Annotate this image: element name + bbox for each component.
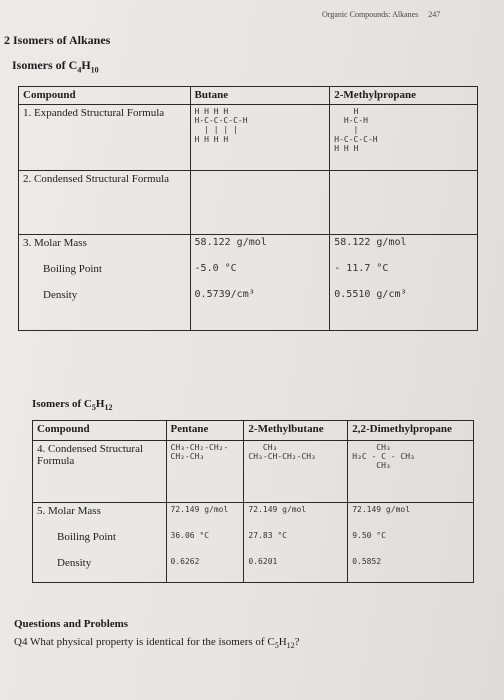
methylbutane-molar-mass: 72.149 g/mol: [244, 503, 348, 529]
pentane-condensed-formula: CH₃-CH₂-CH₂- CH₂-CH₃: [166, 441, 244, 503]
table-row: [33, 421, 474, 441]
methylbutane-density: 0.6201: [244, 555, 348, 583]
table-row: [19, 171, 478, 235]
butane-density: 0.5739/cm³: [190, 287, 330, 331]
table-row: [33, 529, 474, 555]
butane-expanded-formula: H H H H H-C-C-C-C-H | | | | H H H H: [190, 105, 330, 171]
c5-title: Isomers of $C_5H_{12}$: [32, 398, 113, 413]
methylpropane-molar-mass: 58.122 g/mol: [330, 235, 478, 261]
butane-molar-mass: 58.122 g/mol: [190, 235, 330, 261]
c5-isomers-table: [32, 420, 474, 583]
butane-boiling-point: -5.0 °C: [190, 261, 330, 287]
pentane-molar-mass: 72.149 g/mol: [166, 503, 244, 529]
section-title: 2 Isomers of Alkanes: [4, 33, 111, 47]
table-row: [19, 261, 478, 287]
header-compound: Compound: [33, 421, 167, 441]
row-label-density: Density: [33, 555, 167, 583]
questions-title: Questions and Problems: [14, 618, 129, 630]
methylpropane-condensed-formula: [330, 171, 478, 235]
row-label-molar-mass: 3. Molar Mass: [19, 235, 191, 261]
table-row: [33, 441, 474, 503]
header-2-methylbutane: 2-Methylbutane: [244, 421, 348, 441]
pentane-density: 0.6262: [166, 555, 244, 583]
header-compound: Compound: [19, 87, 191, 105]
dimethylpropane-molar-mass: 72.149 g/mol: [348, 503, 474, 529]
table-row: [33, 555, 474, 583]
table-row: [19, 87, 478, 105]
methylpropane-boiling-point: - 11.7 °C: [330, 261, 478, 287]
dimethylpropane-boiling-point: 9.50 °C: [348, 529, 474, 555]
page-header: [322, 10, 440, 19]
table-row: [19, 235, 478, 261]
dimethylpropane-density: 0.5852: [348, 555, 474, 583]
c4-isomers-table: [18, 86, 478, 331]
row-label-molar-mass: 5. Molar Mass: [33, 503, 167, 529]
row-label-condensed: 2. Condensed Structural Formula: [19, 171, 191, 235]
row-label-expanded: 1. Expanded Structural Formula: [19, 105, 191, 171]
table-row: [19, 105, 478, 171]
row-label-boiling-point: Boiling Point: [33, 529, 167, 555]
header-butane: Butane: [190, 87, 330, 105]
page-number: 247: [428, 10, 441, 19]
table-row: [19, 287, 478, 331]
question-q4: Q4 What physical property is identical for the isomers of $C_5H_{12}$?: [14, 636, 300, 651]
methylpropane-density: 0.5510 g/cm³: [330, 287, 478, 331]
header-2-methylpropane: 2-Methylpropane: [330, 87, 478, 105]
methylbutane-condensed-formula: CH₃ CH₃-CH-CH₂-CH₃: [244, 441, 348, 503]
header-2-2-dimethylpropane: 2,2-Dimethylpropane: [348, 421, 474, 441]
row-label-boiling-point: Boiling Point: [19, 261, 191, 287]
row-label-condensed: 4. Condensed Structural Formula: [33, 441, 167, 503]
header-text: Organic Compounds: Alkanes: [322, 10, 419, 19]
pentane-boiling-point: 36.06 °C: [166, 529, 244, 555]
header-pentane: Pentane: [166, 421, 244, 441]
row-label-density: Density: [19, 287, 191, 331]
methylpropane-expanded-formula: H H-C-H | H-C-C-C-H H H H: [330, 105, 478, 171]
c4-title: Isomers of $C_4H_{10}$: [12, 58, 99, 75]
butane-condensed-formula: [190, 171, 330, 235]
methylbutane-boiling-point: 27.83 °C: [244, 529, 348, 555]
dimethylpropane-condensed-formula: CH₃ H₃C - C - CH₃ CH₃: [348, 441, 474, 503]
table-row: [33, 503, 474, 529]
